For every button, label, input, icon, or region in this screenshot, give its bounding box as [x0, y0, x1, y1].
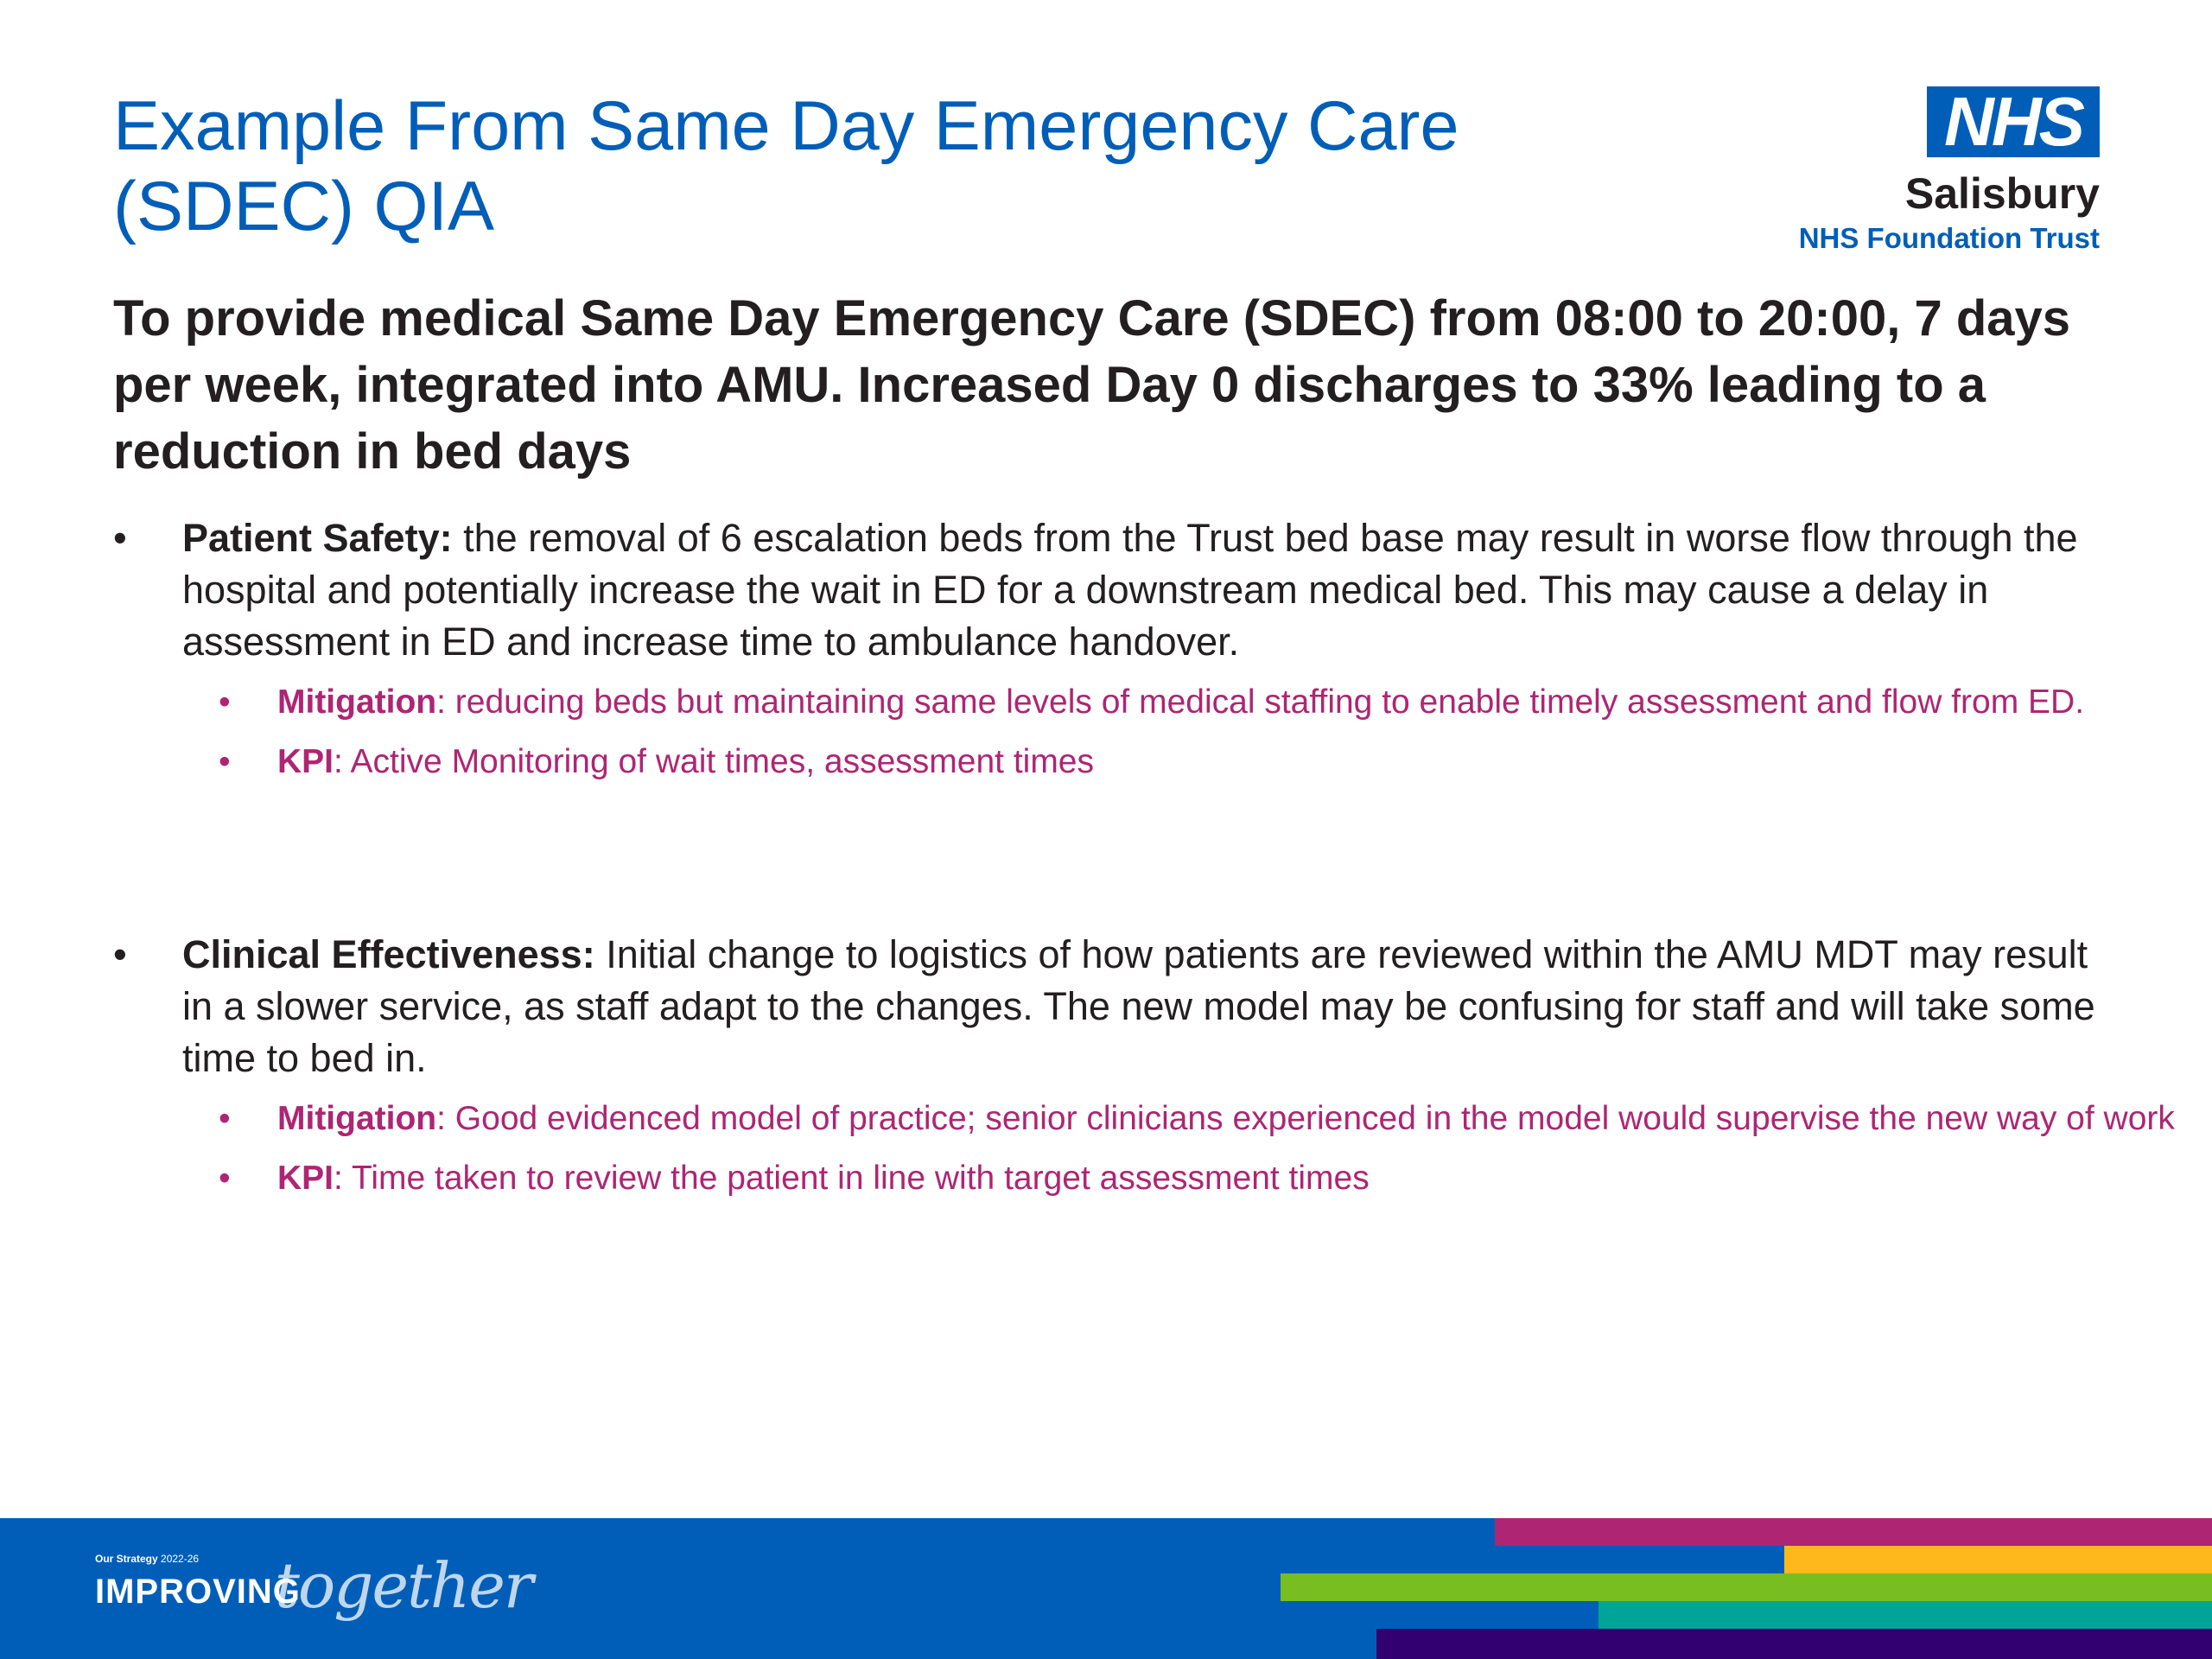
bullet-icon: • [113, 932, 127, 976]
slide-title [113, 86, 1669, 247]
stripe-magenta [1495, 1518, 2212, 1546]
main-bullet-point [113, 929, 2101, 1084]
strategy-years: 2022-26 [161, 1553, 200, 1565]
improving-wordmark: IMPROVING [95, 1573, 301, 1611]
sub-point-kpi [219, 1156, 2187, 1200]
sub-points [113, 680, 2101, 784]
sub-point-kpi [219, 740, 2187, 784]
point-lead: Clinical Effectiveness: [182, 932, 595, 976]
logo-trust-name: NHS Foundation Trust [1798, 222, 2100, 254]
stripe-purple [1376, 1629, 2212, 1659]
bullet-icon: • [219, 743, 231, 780]
bullet-icon: • [219, 1100, 231, 1137]
bullet-icon: • [113, 516, 127, 560]
strategy-prefix: Our Strategy [95, 1553, 158, 1565]
stripe-yellow [1784, 1546, 2212, 1573]
nhs-logo [1754, 83, 2100, 259]
sub-point-text: : reducing beds but maintaining same levels of medical staffing to enable timely assessment and flow from ED. [436, 683, 2085, 721]
footer-banner [0, 1518, 2212, 1659]
sub-point-text: : Time taken to review the patient in line with target assessment times [334, 1160, 1370, 1197]
slide-title-line-1: Example From Same Day Emergency Care [113, 87, 1459, 165]
together-script-wordmark: together [275, 1549, 532, 1622]
point-text: Initial change to logistics of how patients are reviewed within the AMU MDT may result in a slower service, as staff adapt to the changes. The new model may be confusing for staff and will take some time to bed in. [182, 932, 2095, 1080]
sub-point-lead: Mitigation [277, 683, 437, 721]
stripe-green [1281, 1573, 2212, 1601]
logo-org-name: Salisbury [1904, 169, 2100, 218]
stripe-teal [1599, 1601, 2212, 1629]
headline: To provide medical Same Day Emergency Care (SDEC) from 08:00 to 20:00, 7 days per week, integrated into AMU. Increased Day 0 discharges to 33% leading to a reduction in bed days [113, 290, 2071, 480]
nhs-badge [1927, 83, 2100, 160]
section-patient-safety [113, 512, 2101, 799]
sub-point-text: : Active Monitoring of wait times, assessment times [334, 743, 1094, 780]
section-clinical-effectiveness [113, 929, 2175, 1216]
nhs-badge-text: NHS [1944, 83, 2082, 160]
sub-point-lead: KPI [277, 1160, 334, 1197]
sub-point-lead: KPI [277, 743, 334, 780]
point-text: the removal of 6 escalation beds from the Trust bed base may result in worse flow through the hospital and potentially increase the wait in ED for a downstream medical bed. This may cause a delay in assessment in ED and increase time to ambulance handover. [182, 516, 2078, 664]
sub-point-text: : Good evidenced model of practice; senior clinicians experienced in the model would supervise the new way of work [436, 1100, 2175, 1137]
sub-points [113, 1096, 2175, 1200]
strategy-caption [95, 1553, 199, 1565]
main-bullet-point [113, 512, 2101, 668]
slide-title-line-2: (SDEC) QIA [113, 168, 495, 245]
sub-point-lead: Mitigation [277, 1100, 437, 1137]
bullet-icon: • [219, 1160, 231, 1197]
bullet-icon: • [219, 683, 231, 721]
sub-point-mitigation [219, 680, 2187, 724]
sub-point-mitigation [219, 1096, 2187, 1141]
point-lead: Patient Safety: [182, 516, 453, 560]
